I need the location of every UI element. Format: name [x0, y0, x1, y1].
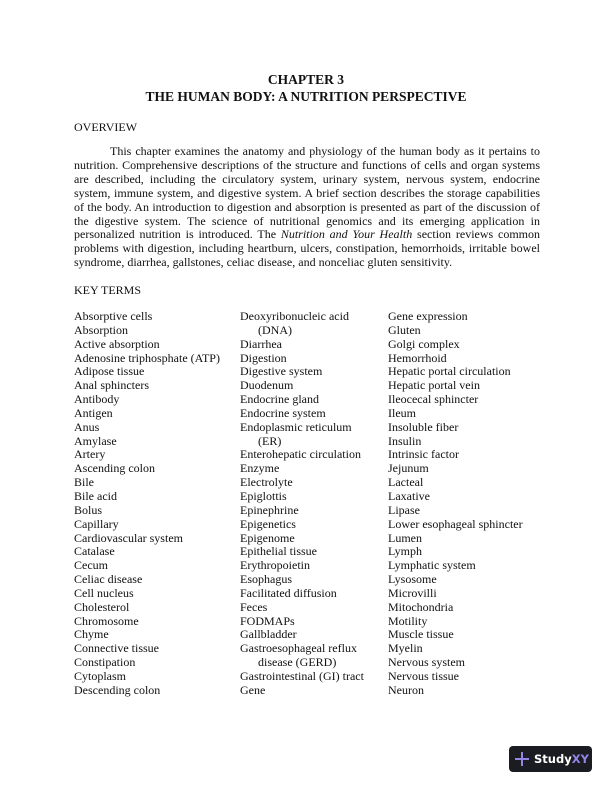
key-term: Enzyme — [240, 461, 280, 476]
key-term: Facilitated diffusion — [240, 585, 337, 600]
key-term: Amylase — [74, 433, 117, 448]
key-term: Insoluble fiber — [388, 419, 459, 434]
key-term: Ileocecal sphincter — [388, 392, 479, 407]
key-term: Bile — [74, 475, 94, 490]
key-term-continuation: (ER) — [258, 433, 282, 448]
key-term: Anal sphincters — [74, 378, 149, 393]
key-term: Cecum — [74, 558, 108, 573]
overview-heading: OVERVIEW — [74, 120, 138, 134]
key-term: Lipase — [388, 502, 420, 517]
key-term: Lymphatic system — [388, 558, 476, 573]
key-term: Lower esophageal sphincter — [388, 516, 523, 531]
key-term: Digestive system — [240, 364, 323, 379]
key-term: Epigenome — [240, 530, 295, 545]
key-term: Catalase — [74, 544, 115, 559]
key-term-continuation: (DNA) — [258, 322, 292, 337]
overview-text-end: section reviews common problems with digestion, including heartburn, ulcers, constipation, hemorrhoids, irritable bowel syndrome, diarrhea, gallstones, celiac disease, and nonceliac gluten sensitivity. — [74, 227, 541, 270]
key-term: Active absorption — [74, 336, 160, 351]
key-term: Jejunum — [388, 461, 429, 476]
studyxy-logo — [509, 746, 592, 772]
key-terms-column-2 — [240, 310, 364, 698]
key-term: FODMAPs — [240, 613, 295, 628]
key-term: Erythropoietin — [240, 558, 310, 573]
key-term: Golgi complex — [388, 336, 460, 351]
key-term: Epigenetics — [240, 516, 296, 531]
overview-paragraph — [74, 145, 540, 270]
plus-icon — [515, 752, 529, 766]
key-term: Ascending colon — [74, 461, 155, 476]
key-term: Cell nucleus — [74, 585, 134, 600]
key-term: Gastroesophageal reflux — [240, 641, 357, 656]
key-term: Absorption — [74, 322, 128, 337]
key-term: Lacteal — [388, 475, 424, 490]
key-term: Bile acid — [74, 488, 117, 503]
key-term: Epinephrine — [240, 502, 299, 517]
key-terms-heading: KEY TERMS — [74, 283, 142, 297]
key-term: Hepatic portal vein — [388, 378, 480, 393]
logo-text-accent: XY — [571, 752, 589, 766]
key-term: Enterohepatic circulation — [240, 447, 361, 462]
key-term: Epiglottis — [240, 488, 287, 503]
key-term: Cholesterol — [74, 599, 130, 614]
key-term: Intrinsic factor — [388, 447, 459, 462]
key-term: Artery — [74, 447, 106, 462]
key-term: Celiac disease — [74, 572, 143, 587]
key-term: Gluten — [388, 322, 421, 337]
key-term: Deoxyribonucleic acid — [240, 309, 349, 323]
key-term-continuation: disease (GERD) — [258, 655, 337, 670]
overview-text: This chapter examines the anatomy and physiology of the human body as it pertains to nutrition. Comprehensive descriptions of the structure and functions of cells and organ systems are described, including the circulatory system, urinary system, nervous system, endocrine system, immune system, and digestive system. A brief section describes the storage capabilities of the body. An introduction to digestion and absorption is presented as part of the discussion of the digestive system. The science of nutritional genomics and its emerging application in personalized nutrition is introduced. The — [74, 144, 540, 242]
key-term: Laxative — [388, 488, 430, 503]
key-term: Hepatic portal circulation — [388, 364, 511, 379]
chapter-title: THE HUMAN BODY: A NUTRITION PERSPECTIVE — [145, 89, 467, 104]
key-term: Lymph — [388, 544, 423, 559]
key-term: Anus — [74, 419, 100, 434]
key-term: Adenosine triphosphate (ATP) — [74, 350, 220, 365]
key-term: Duodenum — [240, 378, 294, 393]
key-term: Connective tissue — [74, 641, 159, 656]
key-term: Endocrine gland — [240, 392, 319, 407]
overview-italic-title: Nutrition and Your Health — [280, 227, 413, 242]
key-term: Cytoplasm — [74, 668, 127, 683]
key-term: Absorptive cells — [74, 309, 153, 323]
key-term: Gallbladder — [240, 627, 297, 642]
key-term: Antibody — [74, 392, 120, 407]
key-term: Cardiovascular system — [74, 530, 183, 545]
key-term: Hemorrhoid — [388, 350, 447, 365]
key-term: Lysosome — [388, 572, 437, 587]
key-term: Adipose tissue — [74, 364, 145, 379]
key-term: Epithelial tissue — [240, 544, 317, 559]
key-term: Lumen — [388, 530, 422, 545]
key-term: Neuron — [388, 682, 424, 697]
logo-text: Study — [534, 752, 572, 766]
key-term: Chromosome — [74, 613, 139, 628]
key-term: Gene expression — [388, 309, 468, 323]
key-term: Diarrhea — [240, 336, 282, 351]
key-term: Gene — [240, 682, 266, 697]
key-term: Digestion — [240, 350, 287, 365]
key-term: Nervous tissue — [388, 668, 459, 683]
key-term: Ileum — [388, 405, 416, 420]
key-term: Capillary — [74, 516, 119, 531]
key-term: Endoplasmic reticulum — [240, 419, 352, 434]
key-term: Electrolyte — [240, 475, 293, 490]
key-term: Microvilli — [388, 585, 437, 600]
key-term: Mitochondria — [388, 599, 454, 614]
key-term: Endocrine system — [240, 405, 326, 420]
key-term: Esophagus — [240, 572, 292, 587]
key-term: Feces — [240, 599, 268, 614]
key-term: Bolus — [74, 502, 103, 517]
key-term: Nervous system — [388, 655, 465, 670]
key-term: Insulin — [388, 433, 422, 448]
key-term: Gastrointestinal (GI) tract — [240, 668, 364, 683]
key-term: Myelin — [388, 641, 423, 656]
chapter-number: CHAPTER 3 — [267, 72, 345, 87]
key-term: Descending colon — [74, 682, 161, 697]
key-term: Constipation — [74, 655, 136, 670]
key-term: Chyme — [74, 627, 109, 642]
key-terms-column-1 — [74, 310, 220, 698]
key-terms-column-3 — [388, 310, 523, 698]
key-term: Antigen — [74, 405, 113, 420]
key-term: Muscle tissue — [388, 627, 454, 642]
key-term: Motility — [388, 613, 428, 628]
